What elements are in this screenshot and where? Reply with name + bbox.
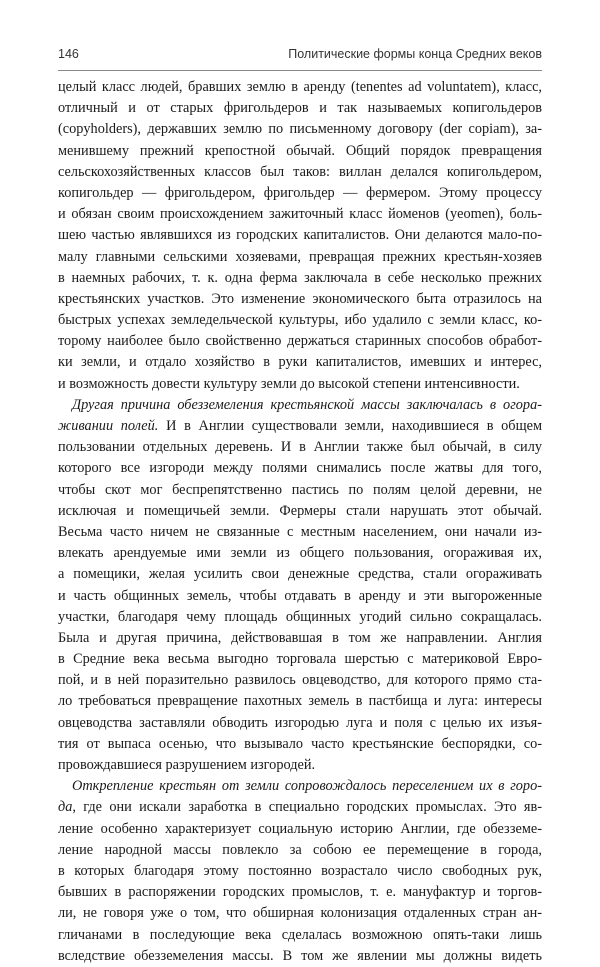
text-span: ление особенно характеризует социальную историю Англии, где обезземе-: [58, 820, 542, 837]
text-span: целый класс людей, бравших землю в аренду (tenentes ad voluntatem), класс,: [58, 79, 542, 95]
text-line: [58, 204, 542, 225]
running-head: [58, 47, 542, 67]
header-rule: [58, 70, 542, 71]
text-span: ли, не говоря уже о том, что обширная колонизация отдаленных стран ан-: [58, 905, 542, 922]
text-line: [58, 77, 542, 98]
text-line: [58, 649, 542, 670]
text-span: Весьма часто ничем не связанные с местным населением, они начали из-: [58, 523, 542, 540]
text-line: [58, 310, 542, 331]
text-line: [58, 925, 542, 946]
text-span: крестьянских участков. Это изменение экономического быта отразилось на: [58, 290, 542, 307]
text-line: [58, 543, 542, 564]
text-line: [58, 183, 542, 204]
text-line: [58, 98, 542, 119]
text-span: в Средние века весьма выгодно торговала шерстью с материковой Евро-: [58, 651, 542, 668]
text-line: [58, 162, 542, 183]
text-span: копигольдер — фригольдером, фригольдер — фермером. Этому процессу: [58, 184, 542, 201]
text-line: [58, 289, 542, 310]
text-line: [58, 755, 542, 776]
text-span: Была и другая причина, действовавшая в том же направлении. Англия: [58, 629, 542, 646]
italic-text: да: [58, 799, 73, 816]
text-line: [58, 225, 542, 246]
text-line: [58, 797, 542, 818]
text-span: в которых благодаря этому постоянно возрастало число свободных рук,: [58, 862, 542, 879]
text-line: [58, 352, 542, 373]
text-span: ление народной массы повлекло за собою ее перемещение в города,: [58, 841, 542, 858]
text-line: [58, 882, 542, 903]
text-span: пользовании отдельных деревень. И в Англии также был обычай, в силу: [58, 439, 542, 456]
text-span: и возможность довести культуру земли до высокой степени интенсивности.: [58, 375, 520, 392]
running-title: Политические формы конца Средних веков: [288, 47, 542, 61]
text-span: ло требоваться превращение пахотных земель в пастбища и луга: интересы: [58, 693, 542, 710]
text-line: [58, 607, 542, 628]
text-span: чтобы скот мог беспрепятственно пастись по полям целой деревни, не: [58, 481, 542, 498]
text-line: [58, 819, 542, 840]
text-span: а помещики, желая усилить свои денежные средства, стали огораживать: [58, 566, 542, 583]
text-line: [58, 268, 542, 289]
text-line: [58, 628, 542, 649]
text-span: влекать арендуемые ими земли из общего пользования, огораживая их,: [58, 545, 542, 562]
text-span: провождавшиеся разрушением изгородей.: [58, 757, 316, 773]
text-line: [58, 713, 542, 734]
text-line: [58, 119, 542, 140]
text-line: [58, 247, 542, 268]
text-span: и обязан своим происхождением зажиточный класс йоменов (yeomen), боль-: [58, 206, 542, 223]
italic-text: Открепление крестьян от земли сопровождалось переселением их в горо-: [72, 778, 542, 795]
text-span: ки земли, и отдало хозяйство в руки капиталистов, имевших и интерес,: [58, 354, 542, 371]
text-span: которого все изгороди между полями снимались после жатвы для того,: [58, 460, 542, 477]
page-number: 146: [58, 47, 79, 61]
text-line: [58, 564, 542, 585]
text-span: шею частью являвшихся из городских капиталистов. Они делаются мало-по-: [58, 227, 542, 244]
text-line: [58, 586, 542, 607]
italic-text: живании полей.: [58, 418, 159, 434]
text-span: гличанами в последующие века сделалась возможною опять-таки лишь: [58, 926, 542, 943]
text-span: и часть общинных земель, чтобы отдавать в аренду и эти выгороженные: [58, 587, 542, 604]
text-span: , где они искали заработка в специально городских промыслах. Это яв-: [72, 799, 542, 816]
text-span: менившему прежний крепостной обычай. Общий порядок превращения: [58, 142, 542, 159]
text-line: [58, 861, 542, 882]
text-line: [58, 374, 542, 395]
italic-text: Другая причина обезземеления крестьянской массы заключалась в огора-: [72, 396, 542, 413]
text-line: [58, 501, 542, 522]
text-span: быстрых успехах земледельческой культуры, ибо удалило с земли класс, ко-: [58, 312, 542, 329]
text-line: [58, 331, 542, 352]
text-span: тия от выпаса осенью, что вызывало часто крестьянские беспорядки, со-: [58, 735, 542, 752]
text-line: [58, 480, 542, 501]
text-span: сельскохозяйственных классов был таков: виллан делался копигольдером,: [58, 163, 542, 180]
text-span: в наемных рабочих, т. к. одна ферма заключала в себе несколько прежних: [58, 269, 542, 286]
text-span: отличный и от старых фригольдеров и так называемых копигольдеров: [58, 100, 542, 117]
text-line: [58, 946, 542, 967]
text-line: [58, 416, 542, 437]
text-line: [58, 437, 542, 458]
text-span: И в Англии существовали земли, находившиеся в общем: [158, 418, 542, 434]
text-span: торому наиболее было свойственно держаться старинных способов обработ-: [58, 333, 542, 350]
text-line: [58, 840, 542, 861]
text-line: [58, 691, 542, 712]
text-span: бывших в распоряжении городских промыслов, т. е. мануфактур и торгов-: [58, 884, 542, 901]
text-line: [58, 458, 542, 479]
text-line: [58, 395, 542, 416]
text-span: исключая и помещичьей земли. Фермеры стали нарушать этот обычай.: [58, 502, 542, 519]
text-span: участки, благодаря чему площадь общинных угодий сильно сокращалась.: [58, 608, 542, 625]
text-line: [58, 734, 542, 755]
text-span: пой, и в ней поразительно развилось овцеводство, для которого прямо ста-: [58, 672, 542, 689]
text-line: [58, 522, 542, 543]
text-line: [58, 903, 542, 924]
text-line: [58, 670, 542, 691]
text-span: (copyholders), державших землю по письменному договору (der copiam), за-: [58, 121, 542, 138]
text-span: малу главными сельскими хозяевами, превращая прежних крестьян-хозяев: [58, 248, 542, 265]
text-line: [58, 141, 542, 162]
text-span: вследствие обезземеления массы. В том же явлении мы должны видеть: [58, 947, 542, 964]
text-line: [58, 776, 542, 797]
text-span: овцеводства заставляли обводить изгородью луга и поля с целью их изъя-: [58, 714, 542, 731]
body-text: [58, 77, 542, 967]
